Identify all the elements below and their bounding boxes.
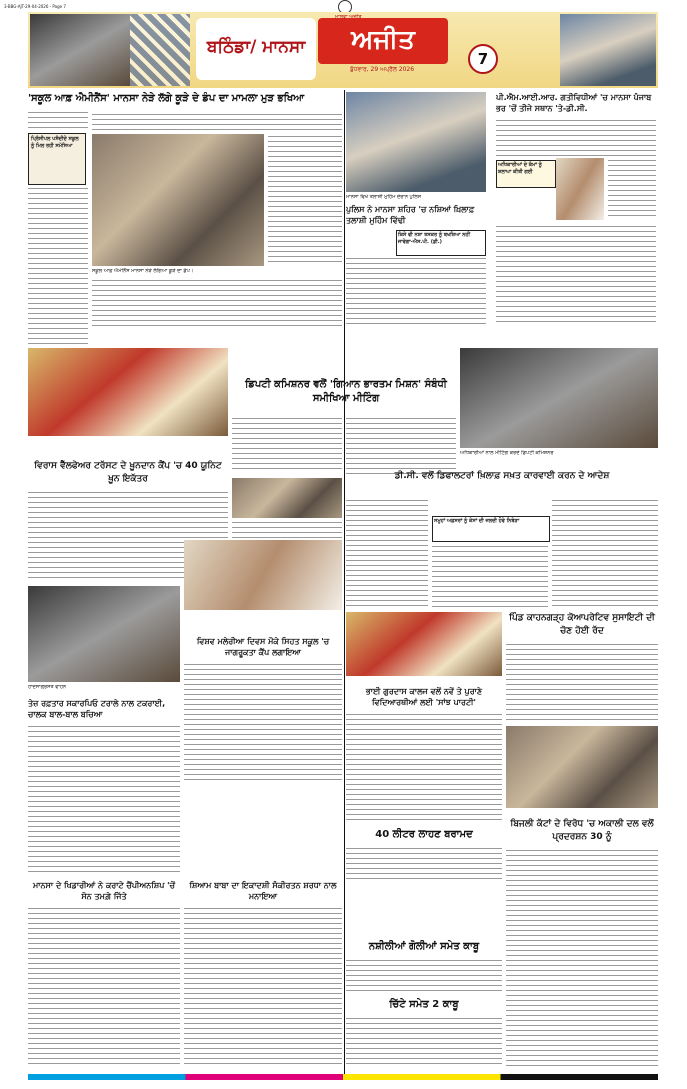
body-text xyxy=(346,958,502,994)
photo-garbage-dump xyxy=(92,134,264,266)
body-text xyxy=(346,712,502,822)
photo-protest-group xyxy=(28,348,228,436)
brand-box xyxy=(318,18,448,64)
headline-school-dump: 'ਸਕੂਲ ਆਫ਼ ਐਮੀਨੈਂਸ' ਮਾਨਸਾ ਨੇੜੇ ਲੱਗੇ ਕੂੜੇ ਦੇ ਡੰਪ ਦਾ ਮਾਮਲਾ ਮੁੜ ਭਖਿਆ xyxy=(28,93,305,104)
page-number: 7 xyxy=(477,50,489,68)
body-text xyxy=(346,416,456,478)
masthead-pattern xyxy=(130,14,190,86)
body-text xyxy=(268,134,342,266)
body-text xyxy=(346,1016,502,1068)
callout-police: ਕਿਸੇ ਵੀ ਨਸ਼ਾ ਤਸਕਰ ਨੂੰ ਬਖਸ਼ਿਆ ਨਹੀਂ ਜਾਵੇਗਾ-ਐਸ.ਪੀ. (ਡੀ.) xyxy=(398,232,470,245)
photo-school-camp xyxy=(184,540,342,610)
headline-defaulter: ਡੀ.ਸੀ. ਵਲੋਂ ਡਿਫਾਲਟਰਾਂ ਖ਼ਿਲਾਫ਼ ਸਖ਼ਤ ਕਾਰਵਾਈ ਕਰਨ ਦੇ ਆਦੇਸ਼ xyxy=(394,471,610,481)
headline-malaria: ਵਿਸ਼ਵ ਮਲੇਰੀਆ ਦਿਵਸ ਮੌਕੇ ਸਿਹਤ ਸਕੂਲ 'ਚ ਜਾਗਰੂਕਤਾ ਕੈਂਪ ਲਗਾਇਆ xyxy=(196,637,330,657)
masthead-left-image xyxy=(30,14,130,86)
photo-accident xyxy=(28,586,180,682)
regional-title-box xyxy=(196,18,316,80)
headline-accident: ਤੇਜ਼ ਰਫ਼ਤਾਰ ਸਕਾਰਪਿਓ ਟਰਾਲੇ ਨਾਲ ਟਕਰਾਈ, ਚਾਲਕ ਬਾਲ-ਬਾਲ ਬਚਿਆ xyxy=(28,699,166,719)
body-text xyxy=(92,112,342,132)
headline-pmir: ਪੀ.ਐਮ.ਆਈ.ਆਰ. ਗਤੀਵਿਧੀਆਂ 'ਚ ਮਾਨਸਾ ਪੰਜਾਬ ਭਰ 'ਚੋਂ ਤੀਜੇ ਸਥਾਨ 'ਤੇ-ਡੀ.ਸੀ. xyxy=(496,93,652,113)
caption-meeting: ਅਧਿਕਾਰੀਆਂ ਨਾਲ ਮੀਟਿੰਗ ਕਰਦੇ ਡਿਪਟੀ ਕਮਿਸ਼ਨਰ xyxy=(460,450,554,456)
headline-dc-meeting: ਡਿਪਟੀ ਕਮਿਸ਼ਨਰ ਵਲੋਂ 'ਗਿਆਨ ਭਾਰਤਮ ਮਿਸ਼ਨ' ਸੰਬੰਧੀ ਸਮੀਖਿਆ ਮੀਟਿੰਗ xyxy=(245,379,447,404)
callout-pmir: ਅਧਿਕਾਰੀਆਂ ਦੇ ਕੰਮਾਂ ਨੂੰ ਸ਼ਲਾਘਾ ਕੀਤੀ ਗਈ xyxy=(498,162,542,175)
color-registration-bar xyxy=(28,1074,658,1080)
body-text xyxy=(608,158,656,220)
body-text xyxy=(346,846,502,882)
headline-players: ਮਾਨਸਾ ਦੇ ਖਿਡਾਰੀਆਂ ਨੇ ਕਰਾਟੇ ਚੈਂਪੀਅਨਸ਼ਿਪ 'ਚੋਂ ਸੋਨ ਤਮਗ਼ੇ ਜਿੱਤੇ xyxy=(33,881,175,901)
photo-meeting xyxy=(460,348,658,448)
body-text xyxy=(552,498,658,608)
photo-event xyxy=(346,612,502,676)
brand-title: ਅਜੀਤ xyxy=(351,25,415,55)
photo-official xyxy=(556,158,604,220)
regional-title: ਬਠਿੰਡਾ/ ਮਾਨਸਾ xyxy=(206,37,306,57)
body-text xyxy=(496,224,656,324)
body-text xyxy=(28,724,180,874)
body-text xyxy=(92,278,342,328)
body-text xyxy=(184,906,342,1068)
callout-box-pmir xyxy=(496,160,556,188)
headline-police: ਪੁਲਿਸ ਨੇ ਮਾਨਸਾ ਸ਼ਹਿਰ 'ਚ ਨਸ਼ਿਆਂ ਖ਼ਿਲਾਫ਼ ਤਲਾਸ਼ੀ ਮੁਹਿੰਮ ਵਿੱਢੀ xyxy=(346,205,475,225)
body-text xyxy=(432,544,548,608)
callout-box-defaulter xyxy=(432,516,550,542)
body-text xyxy=(232,416,342,472)
photo-society xyxy=(506,726,658,808)
body-text xyxy=(28,186,88,346)
headline-chitta: ਚਿੱਟੇ ਸਮੇਤ 2 ਕਾਬੂ xyxy=(389,999,459,1010)
callout-defaulter: ਸਮੂਹਾਂ ਅਫ਼ਸਰਾਂ ਨੂੰ ਕੇਸਾਂ ਦੀ ਜਲਦੀ ਹੋਵੇ ਨਿਬੇੜਾ xyxy=(434,518,520,524)
body-text xyxy=(346,256,486,324)
masthead-right-image xyxy=(560,14,656,86)
headline-electricity: ਬਿਜਲੀ ਕੱਟਾਂ ਦੇ ਵਿਰੋਧ 'ਚ ਅਕਾਲੀ ਦਲ ਵਲੋਂ ਪ੍ਰਦਰਸ਼ਨ 30 ਨੂੰ xyxy=(510,819,654,842)
caption-police: ਮਾਨਸਾ ਵਿਖੇ ਤਲਾਸ਼ੀ ਮੁਹਿੰਮ ਦੌਰਾਨ ਪੁਲਿਸ xyxy=(346,194,422,200)
photo-police-search xyxy=(346,92,486,192)
column-divider xyxy=(344,90,345,1080)
supplement-label: ਮਾਲਵਾ ਅਜੀਤ xyxy=(335,14,362,20)
body-text xyxy=(346,498,428,608)
headline-pills: ਨਸ਼ੀਲੀਆਂ ਗੋਲੀਆਂ ਸਮੇਤ ਕਾਬੂ xyxy=(368,941,480,952)
callout-box-police xyxy=(396,230,486,256)
headline-society: ਪਿੰਡ ਕਾਹਨਗੜ੍ਹ ਕੋਆਪਰੇਟਿਵ ਸੁਸਾਇਟੀ ਦੀ ਚੋਣ ਹੋਈ ਰੱਦ xyxy=(509,613,655,636)
body-text xyxy=(184,662,342,782)
body-text xyxy=(506,848,658,1068)
print-info: 3-BBG-AJT-29-04-2026 - Page 7 xyxy=(4,4,66,9)
photo-blood-camp xyxy=(232,478,342,518)
issue-date: ਬੁੱਧਵਾਰ, 29 ਅਪ੍ਰੈਲ 2026 xyxy=(350,66,415,73)
body-text xyxy=(28,110,88,130)
body-text xyxy=(28,906,180,1068)
body-text xyxy=(496,118,656,158)
headline-lahan: 40 ਲੀਟਰ ਲਾਹਣ ਬਰਾਮਦ xyxy=(375,829,473,840)
caption-dump: ਸਕੂਲ ਆਫ਼ ਐਮੀਨੈਂਸ ਮਾਨਸਾ ਨੇੜੇ ਲੱਗਿਆ ਕੂੜੇ ਦਾ ਡੰਪ। xyxy=(92,268,194,274)
callout-box-school xyxy=(28,133,86,185)
page-number-badge xyxy=(468,44,498,74)
headline-college: ਭਾਈ ਗੁਰਦਾਸ ਕਾਲਜ ਵਲੋਂ ਨਵੇਂ ਤੇ ਪੁਰਾਣੇ ਵਿਦਿਆਰਥੀਆਂ ਲਈ 'ਸਾਂਝ ਪਾਰਟੀ' xyxy=(365,687,483,707)
body-text xyxy=(506,642,658,722)
callout-school: ਪ੍ਰਿੰਸੀਪਲ ਪਸੰਦੀਦੇ ਸਕੂਲ ਨੂੰ ਮਿਲ ਰਹੀ ਸਮੱਸਿਆ xyxy=(31,136,79,149)
headline-kirtan: ਸ਼ਿਆਮ ਬਾਬਾ ਦਾ ਇਕਾਦਸ਼ੀ ਸੰਕੀਰਤਨ ਸ਼ਰਧਾ ਨਾਲ ਮਨਾਇਆ xyxy=(189,881,337,901)
headline-blood-camp: ਵਿਰਾਸ ਵੈੱਲਫੇਅਰ ਟਰੱਸਟ ਦੇ ਖ਼ੂਨਦਾਨ ਕੈਂਪ 'ਚ 40 ਯੂਨਿਟ ਖ਼ੂਨ ਇਕੱਤਰ xyxy=(34,461,222,484)
caption-accident: ਹਾਦਸਾਗ੍ਰਸਤ ਵਾਹਨ xyxy=(28,684,67,690)
